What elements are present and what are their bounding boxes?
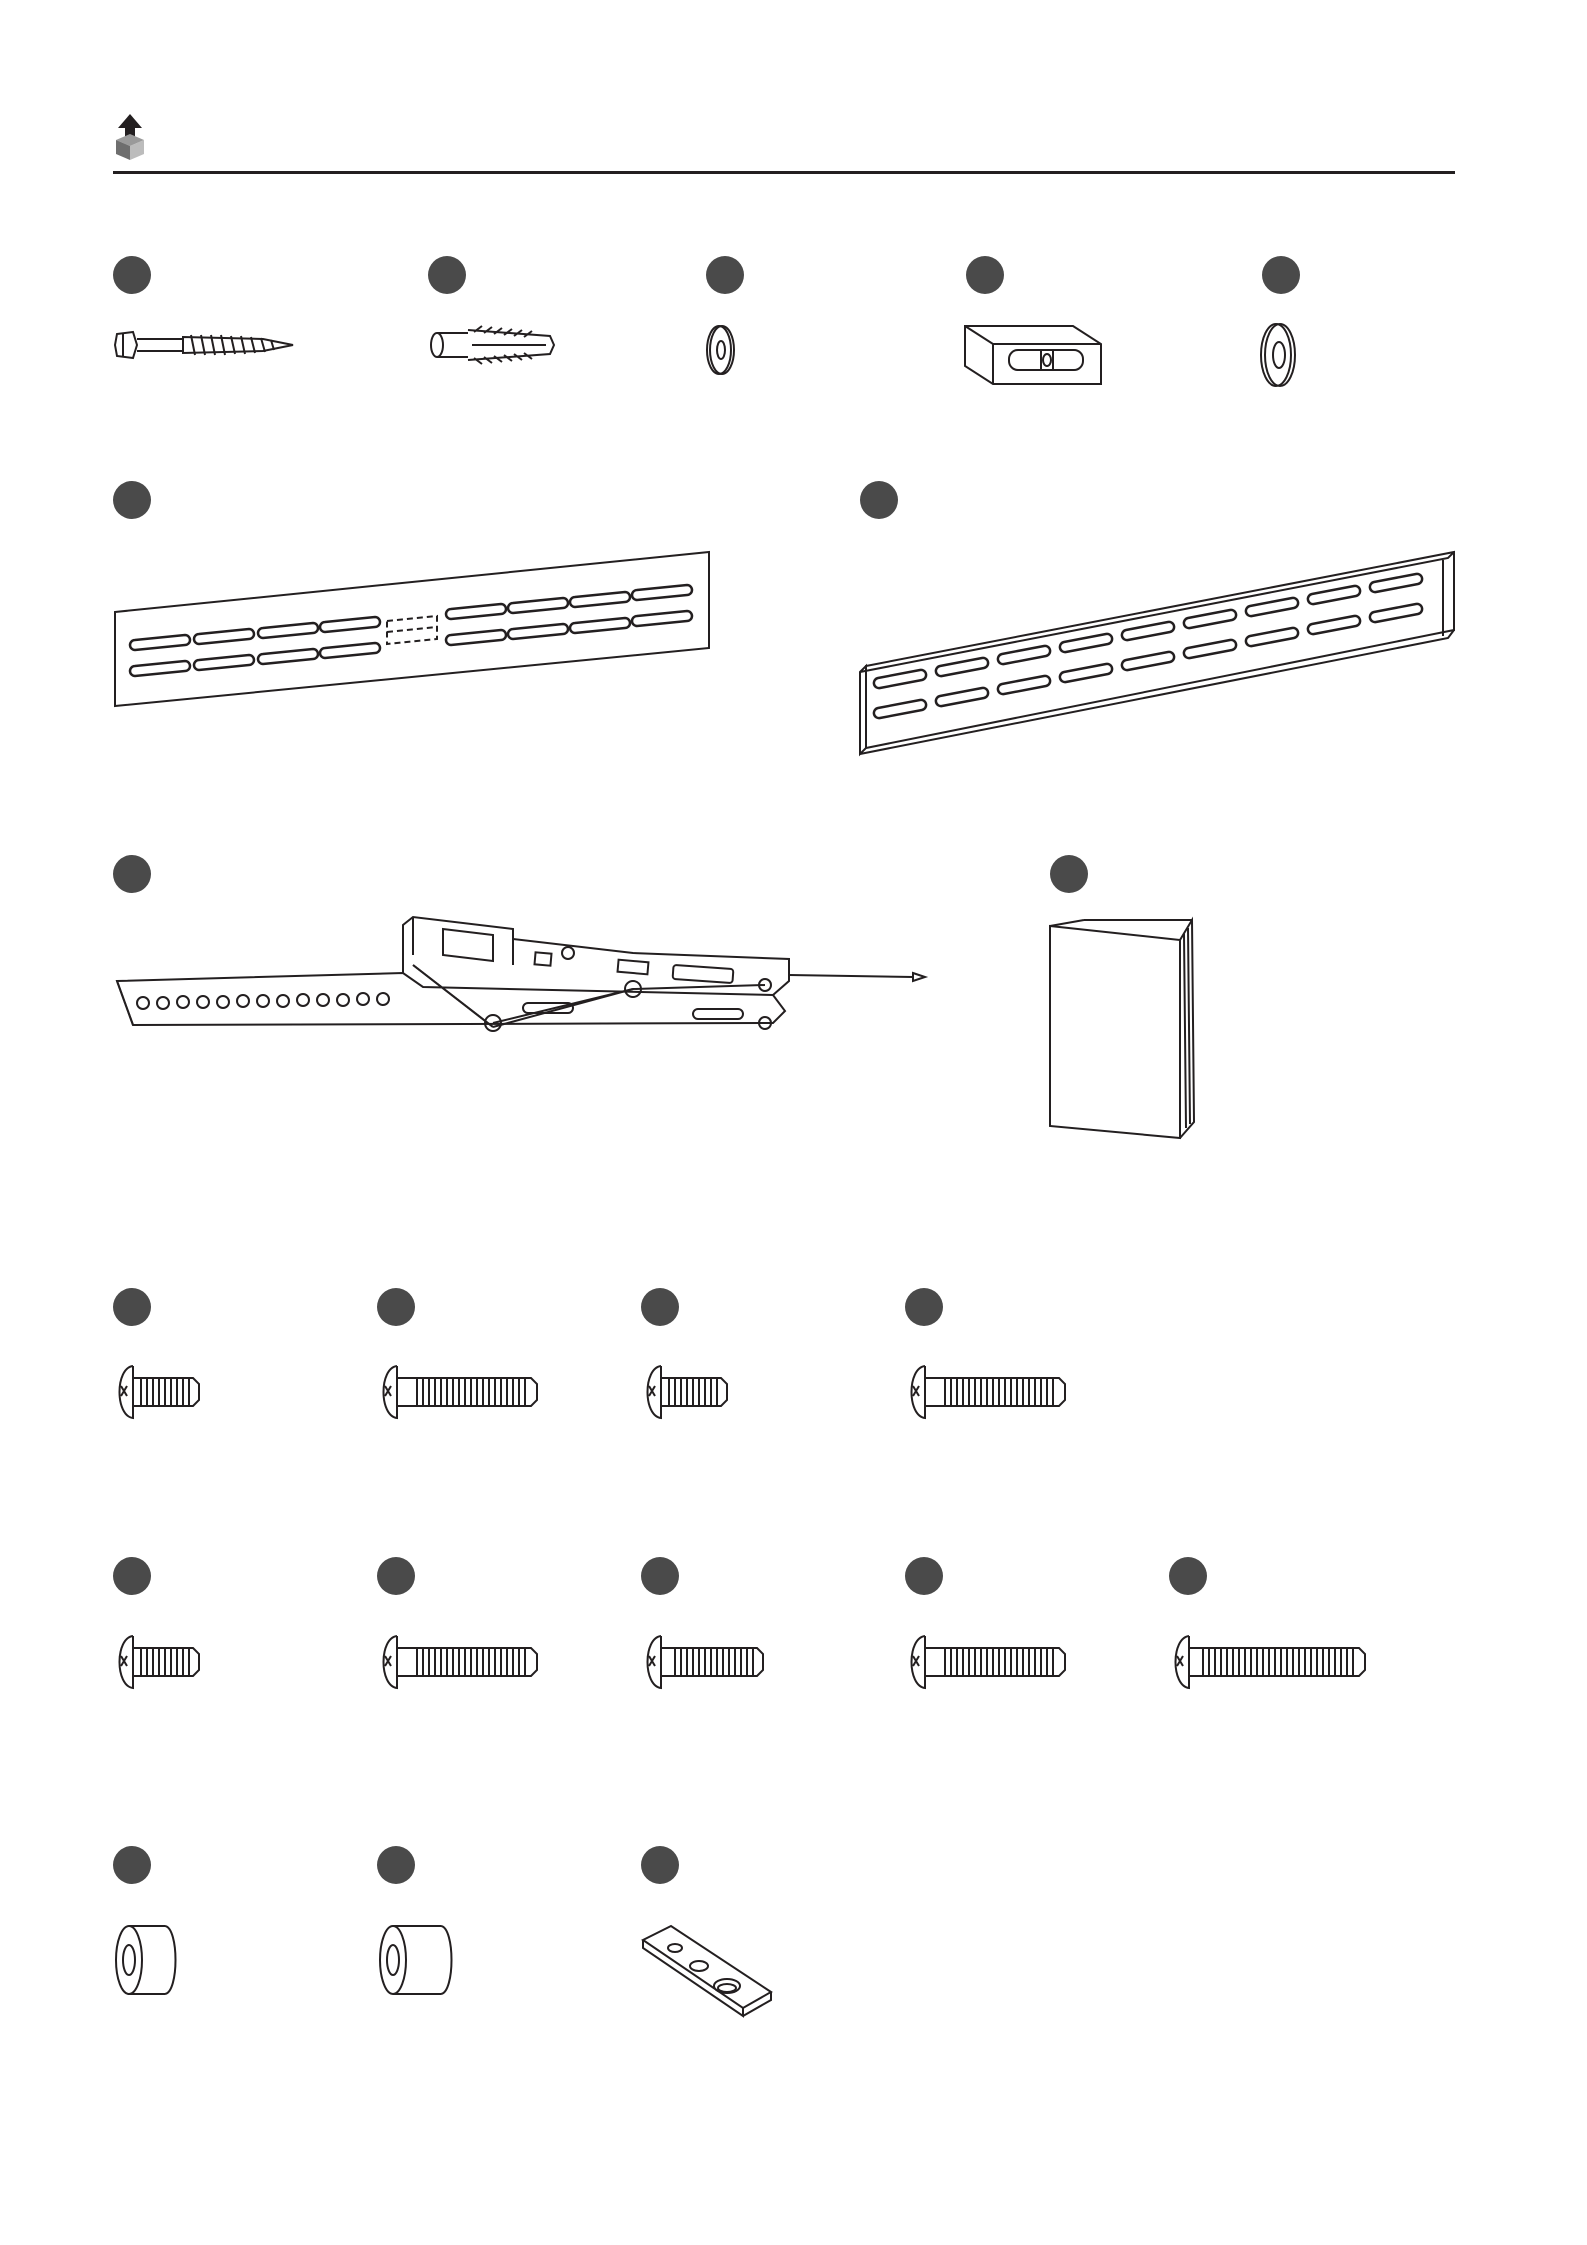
- long-screw-icon: [905, 1632, 1070, 1692]
- extra-long-screw-icon: [1169, 1632, 1369, 1692]
- header-rule: [113, 171, 1455, 174]
- box-with-up-arrow-icon: [112, 112, 148, 160]
- part-marker: [377, 1288, 415, 1326]
- part-marker: [113, 481, 151, 519]
- instruction-booklet-icon: [1048, 916, 1198, 1142]
- spacer-icon: [377, 1922, 459, 1998]
- part-marker: [1169, 1557, 1207, 1595]
- part-marker: [641, 1557, 679, 1595]
- long-screw-icon: [377, 1632, 542, 1692]
- part-marker: [1050, 855, 1088, 893]
- part-marker: [377, 1846, 415, 1884]
- part-marker: [706, 256, 744, 294]
- part-marker: [113, 1557, 151, 1595]
- adapter-plate-icon: [641, 1920, 775, 2020]
- part-marker: [113, 855, 151, 893]
- part-marker: [377, 1557, 415, 1595]
- part-marker: [905, 1288, 943, 1326]
- part-marker: [641, 1288, 679, 1326]
- part-marker: [641, 1846, 679, 1884]
- part-marker: [966, 256, 1004, 294]
- small-washer-icon: [703, 322, 739, 378]
- part-marker: [905, 1557, 943, 1595]
- wall-anchor-icon: [428, 322, 558, 368]
- tilt-bracket-arm-icon: [113, 915, 933, 1040]
- flat-wall-plate-icon: [113, 548, 713, 708]
- part-marker: [113, 256, 151, 294]
- long-screw-icon: [905, 1362, 1070, 1422]
- part-marker: [1262, 256, 1300, 294]
- lag-screw-icon: [113, 320, 298, 370]
- flanged-wall-plate-icon: [858, 548, 1458, 758]
- long-screw-icon: [377, 1362, 542, 1422]
- part-marker: [113, 1846, 151, 1884]
- spacer-icon: [113, 1922, 183, 1998]
- part-marker: [428, 256, 466, 294]
- large-washer-icon: [1256, 320, 1300, 390]
- short-screw-icon: [641, 1362, 731, 1422]
- medium-screw-icon: [641, 1632, 769, 1692]
- short-screw-icon: [113, 1632, 203, 1692]
- part-marker: [113, 1288, 151, 1326]
- bubble-level-icon: [963, 322, 1103, 388]
- short-screw-icon: [113, 1362, 203, 1422]
- part-marker: [860, 481, 898, 519]
